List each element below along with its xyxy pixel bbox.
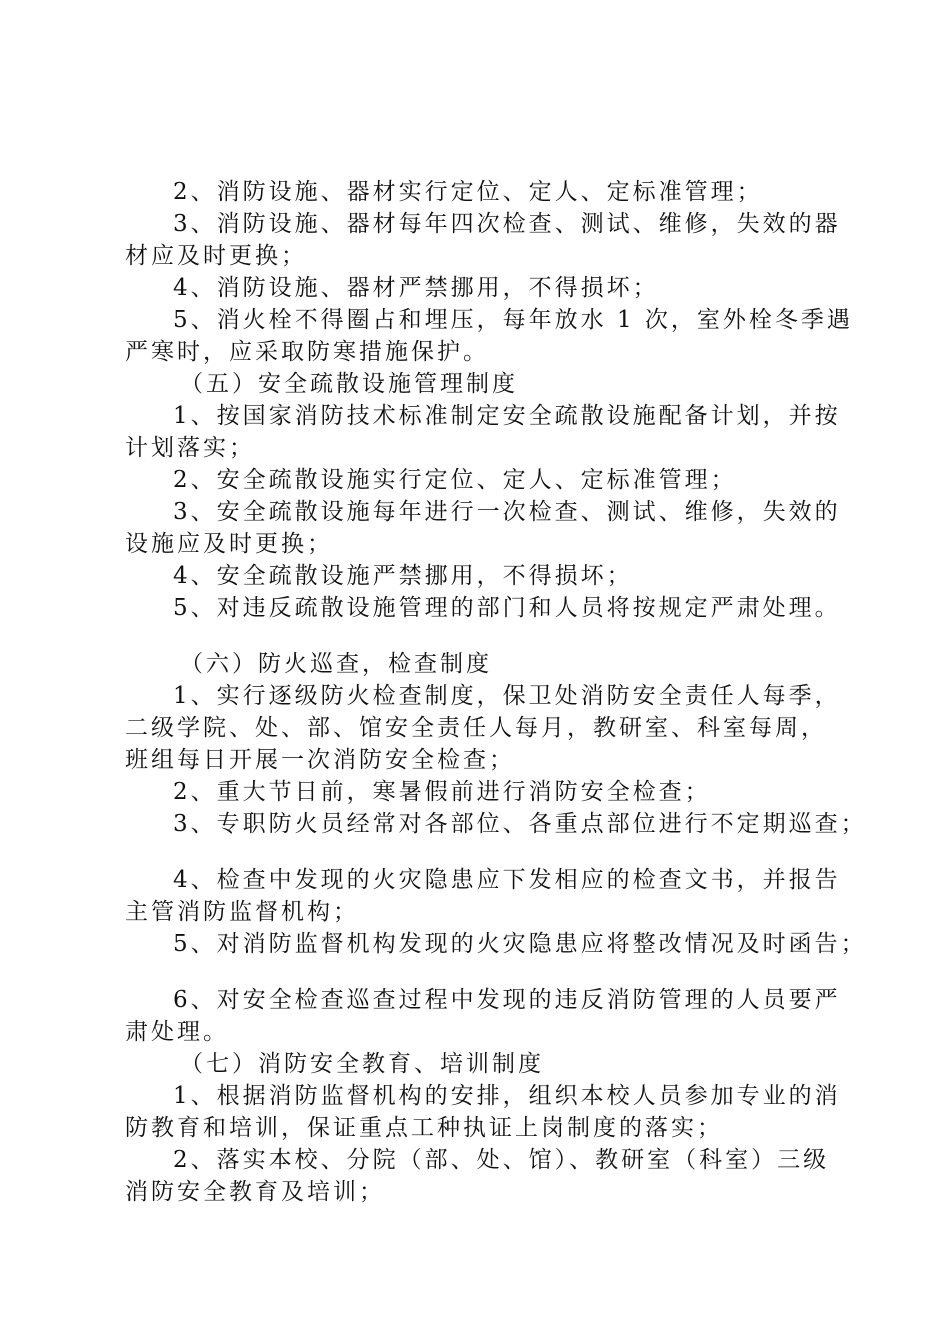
text-line: 2、重大节日前，寒暑假前进行消防安全检查；: [173, 779, 711, 805]
text-line: 3、消防设施、器材每年四次检查、测试、维修，失效的器: [173, 211, 841, 237]
text-line: 2、消防设施、器材实行定位、定人、定标准管理；: [173, 179, 763, 205]
text-line: 2、落实本校、分院（部、处、馆）、教研室（科室）三级: [173, 1147, 830, 1173]
text-line: 1、实行逐级防火检查制度，保卫处消防安全责任人每季，: [173, 683, 841, 709]
text-line: 5、对消防监督机构发现的火灾隐患应将整改情况及时函告；: [173, 931, 867, 957]
text-line: 5、消火栓不得圈占和埋压，每年放水 1 次，室外栓冬季遇: [173, 307, 853, 333]
text-line: 二级学院、处、部、馆安全责任人每月，教研室、科室每周，: [125, 715, 827, 741]
text-line: 5、对违反疏散设施管理的部门和人员将按规定严肃处理。: [173, 595, 841, 621]
section-heading: （五）安全疏散设施管理制度: [180, 371, 518, 397]
text-line: 班组每日开展一次消防安全检查；: [125, 747, 515, 773]
text-line: 主管消防监督机构；: [125, 899, 359, 925]
text-line: 1、根据消防监督机构的安排，组织本校人员参加专业的消: [173, 1083, 841, 1109]
text-line: 6、对安全检查巡查过程中发现的违反消防管理的人员要严: [173, 987, 841, 1013]
text-line: 4、安全疏散设施严禁挪用，不得损坏；: [173, 563, 633, 589]
text-line: 肃处理。: [125, 1019, 229, 1045]
text-line: 4、检查中发现的火灾隐患应下发相应的检查文书，并报告: [173, 867, 841, 893]
text-line: 4、消防设施、器材严禁挪用，不得损坏；: [173, 275, 659, 301]
text-line: 1、按国家消防技术标准制定安全疏散设施配备计划，并按: [173, 403, 841, 429]
text-line: 3、安全疏散设施每年进行一次检查、测试、维修，失效的: [173, 499, 841, 525]
text-line: 严寒时，应采取防寒措施保护。: [125, 339, 489, 365]
text-line: 计划落实；: [125, 435, 255, 461]
text-line: 消防安全教育及培训；: [125, 1179, 385, 1205]
text-line: 材应及时更换；: [125, 243, 307, 269]
text-line: 防教育和培训，保证重点工种执证上岗制度的落实；: [125, 1115, 723, 1141]
section-heading: （六）防火巡查，检查制度: [180, 651, 492, 677]
text-line: 3、专职防火员经常对各部位、各重点部位进行不定期巡查；: [173, 811, 867, 837]
text-line: 2、安全疏散设施实行定位、定人、定标准管理；: [173, 467, 737, 493]
section-heading: （七）消防安全教育、培训制度: [180, 1051, 544, 1077]
text-line: 设施应及时更换；: [125, 531, 333, 557]
